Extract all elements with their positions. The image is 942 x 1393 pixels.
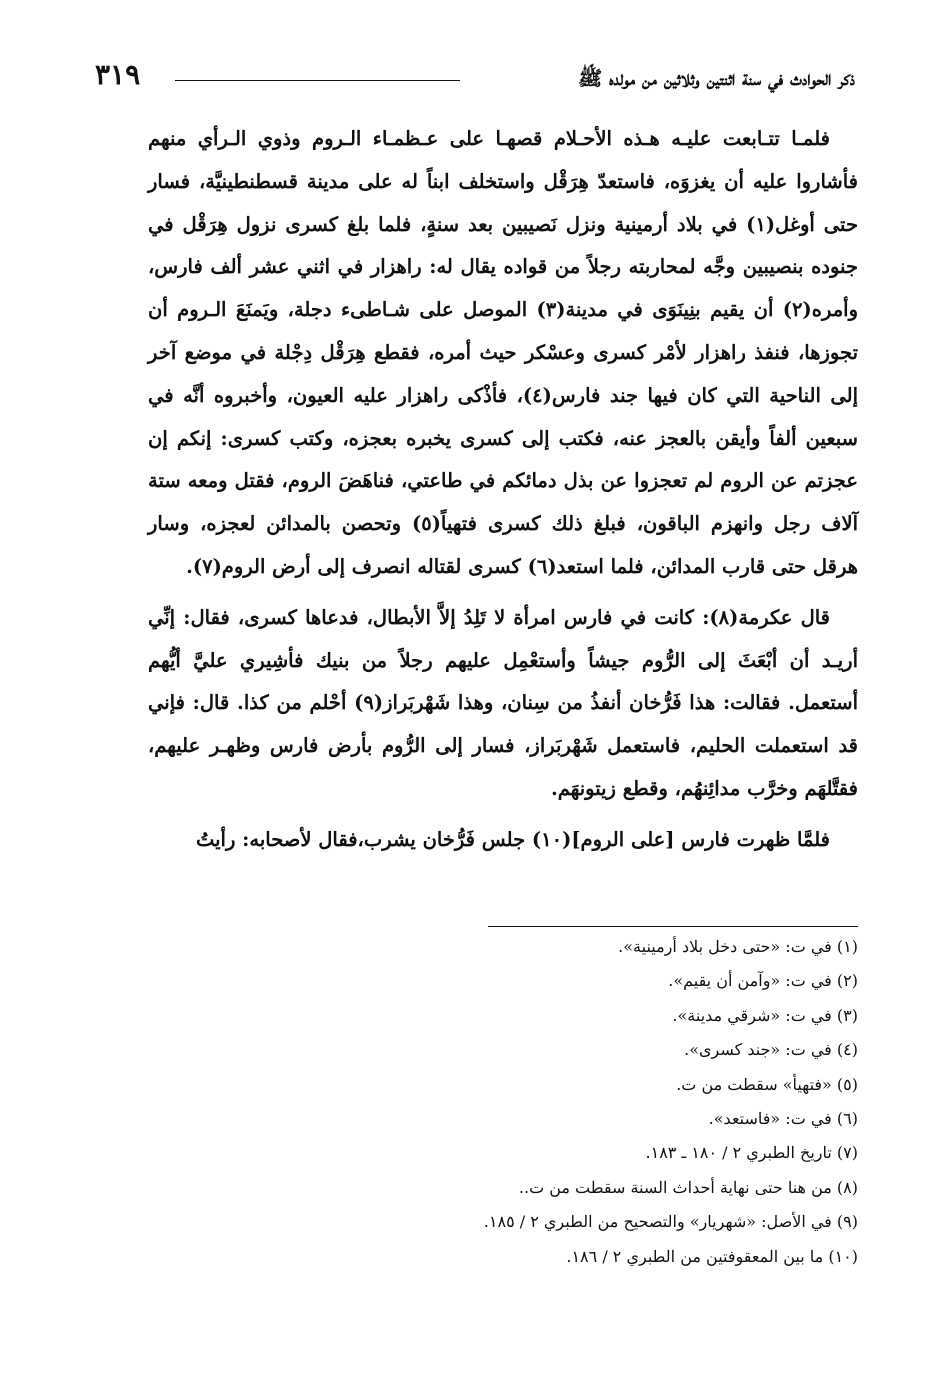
footnote: (٧) تاريخ الطبري ٢ / ١٨٠ ـ ١٨٣. <box>645 1143 858 1163</box>
footnote: (٢) في ت: «وآمن أن يقيم». <box>668 971 858 991</box>
footnote: (٦) في ت: «فاستعد». <box>708 1109 858 1129</box>
paragraph: فلمـا تتـابعت عليـه هـذه الأحـلام قصهـا على عـظمـاء الـروم وذوي الـرأي منهم فأشاروا عليه أن يغزوَه، فاستعدّ هِرَقْل واستخلف ابناً له على مدينة قسطنطينيَّة، فسار حتى أوغل(١) في بلاد أرمينية ونزل نَصيبين بعد سنةٍ، فلما بلغ كسرى نزول هِرَقْل في جنوده بنصيبين وجَّه لمحاربته رجلاً من قواده يقال له: راهزار في اثني عشر ألف فارس، وأمره(٢) أن يقيم بنِينَوَى في مدينة(٣) الموصل على شـاطىء دجلة، ويَمنَعَ الـروم أن تجوزها، فنفذ راهزار لأمْر كسرى وعسْكر حيث أمره، فقطع هِرَقْل دِجْلة في موضع آخر إلى الناحية التي كان فيها جند فارس(٤)، فأذْكى راهزار عليه العيون، وأخبروه أنَّه في سبعين ألفاً وأيقن بالعجز عنه، فكتب إلى كسرى يخبره بعجزه، وكتب كسرى: إنكم إن عجزتم عن الروم لم تعجزوا عن بذل دمائكم في طاعتي، فناهَضَ الروم، فقتل ومعه ستة آلاف رجل وانهزم الباقون، فبلغ ذلك كسرى فتهياً(٥) وتحصن بالمدائن لعجزه، وسار هرقل حتى قارب المدائن، فلما استعد(٦) كسرى لقتاله انصرف إلى أرض الروم(٧). <box>148 127 859 578</box>
footnote: (٨) من هنا حتى نهاية أحداث السنة سقطت من ت.. <box>518 1177 858 1197</box>
paragraph: فلمَّا ظهرت فارس [على الروم](١٠) جلس فَرُّخان يشرب،فقال لأصحابه: رأيتُ <box>195 827 830 851</box>
footnote: (١٠) ما بين المعقوفتين من الطبري ٢ / ١٨٦. <box>566 1246 858 1266</box>
footnote: (١) في ت: «حتى دخل بلاد أرمينية». <box>618 937 858 956</box>
footnote: (٥) «فتهيأ» سقطت من ت. <box>676 1074 858 1094</box>
header-rule <box>175 80 460 81</box>
paragraph: قال عكرمة(٨): كانت في فارس امرأة لا تَلِدُ إلاَّ الأبطال، فدعاها كسرى، فقال: إنِّي أريـد أن أبْعَثَ إلى الرُّوم جيشاً وأستعْمِل عليهم رجلاً من بنيك فأشِيري عليَّ أيُّهم أستعمل. فقالت: هذا فَرُّخان أنفذُ من سِنان، وهذا شَهْربَراز(٩) أحْلم من كذا. قال: فإني قد استعملت الحليم، فاستعمل شَهْربَراز، فسار إلى الرُّوم بأرض فارس وظهـر عليهم، فقتَّلهَم وخرَّب مدائِنهُم، وقطع زيتونهَم. <box>148 605 858 800</box>
footnote: (٩) في الأصل: «شهريار» والتصحيح من الطبري ٢ / ١٨٥. <box>483 1212 858 1232</box>
footnote: (٣) في ت: «شرقي مدينة». <box>672 1005 858 1025</box>
footnote: (٤) في ت: «جند كسرى». <box>684 1040 858 1060</box>
page-number: ٣١٩ <box>95 58 141 91</box>
running-title: ذكر الحوادث في سنة اثنتين وثلاثين من مولده ﷺ <box>578 66 855 90</box>
page-header <box>95 58 855 98</box>
footnote-rule <box>488 926 858 927</box>
main-text <box>148 118 858 870</box>
footnotes <box>158 930 858 1274</box>
